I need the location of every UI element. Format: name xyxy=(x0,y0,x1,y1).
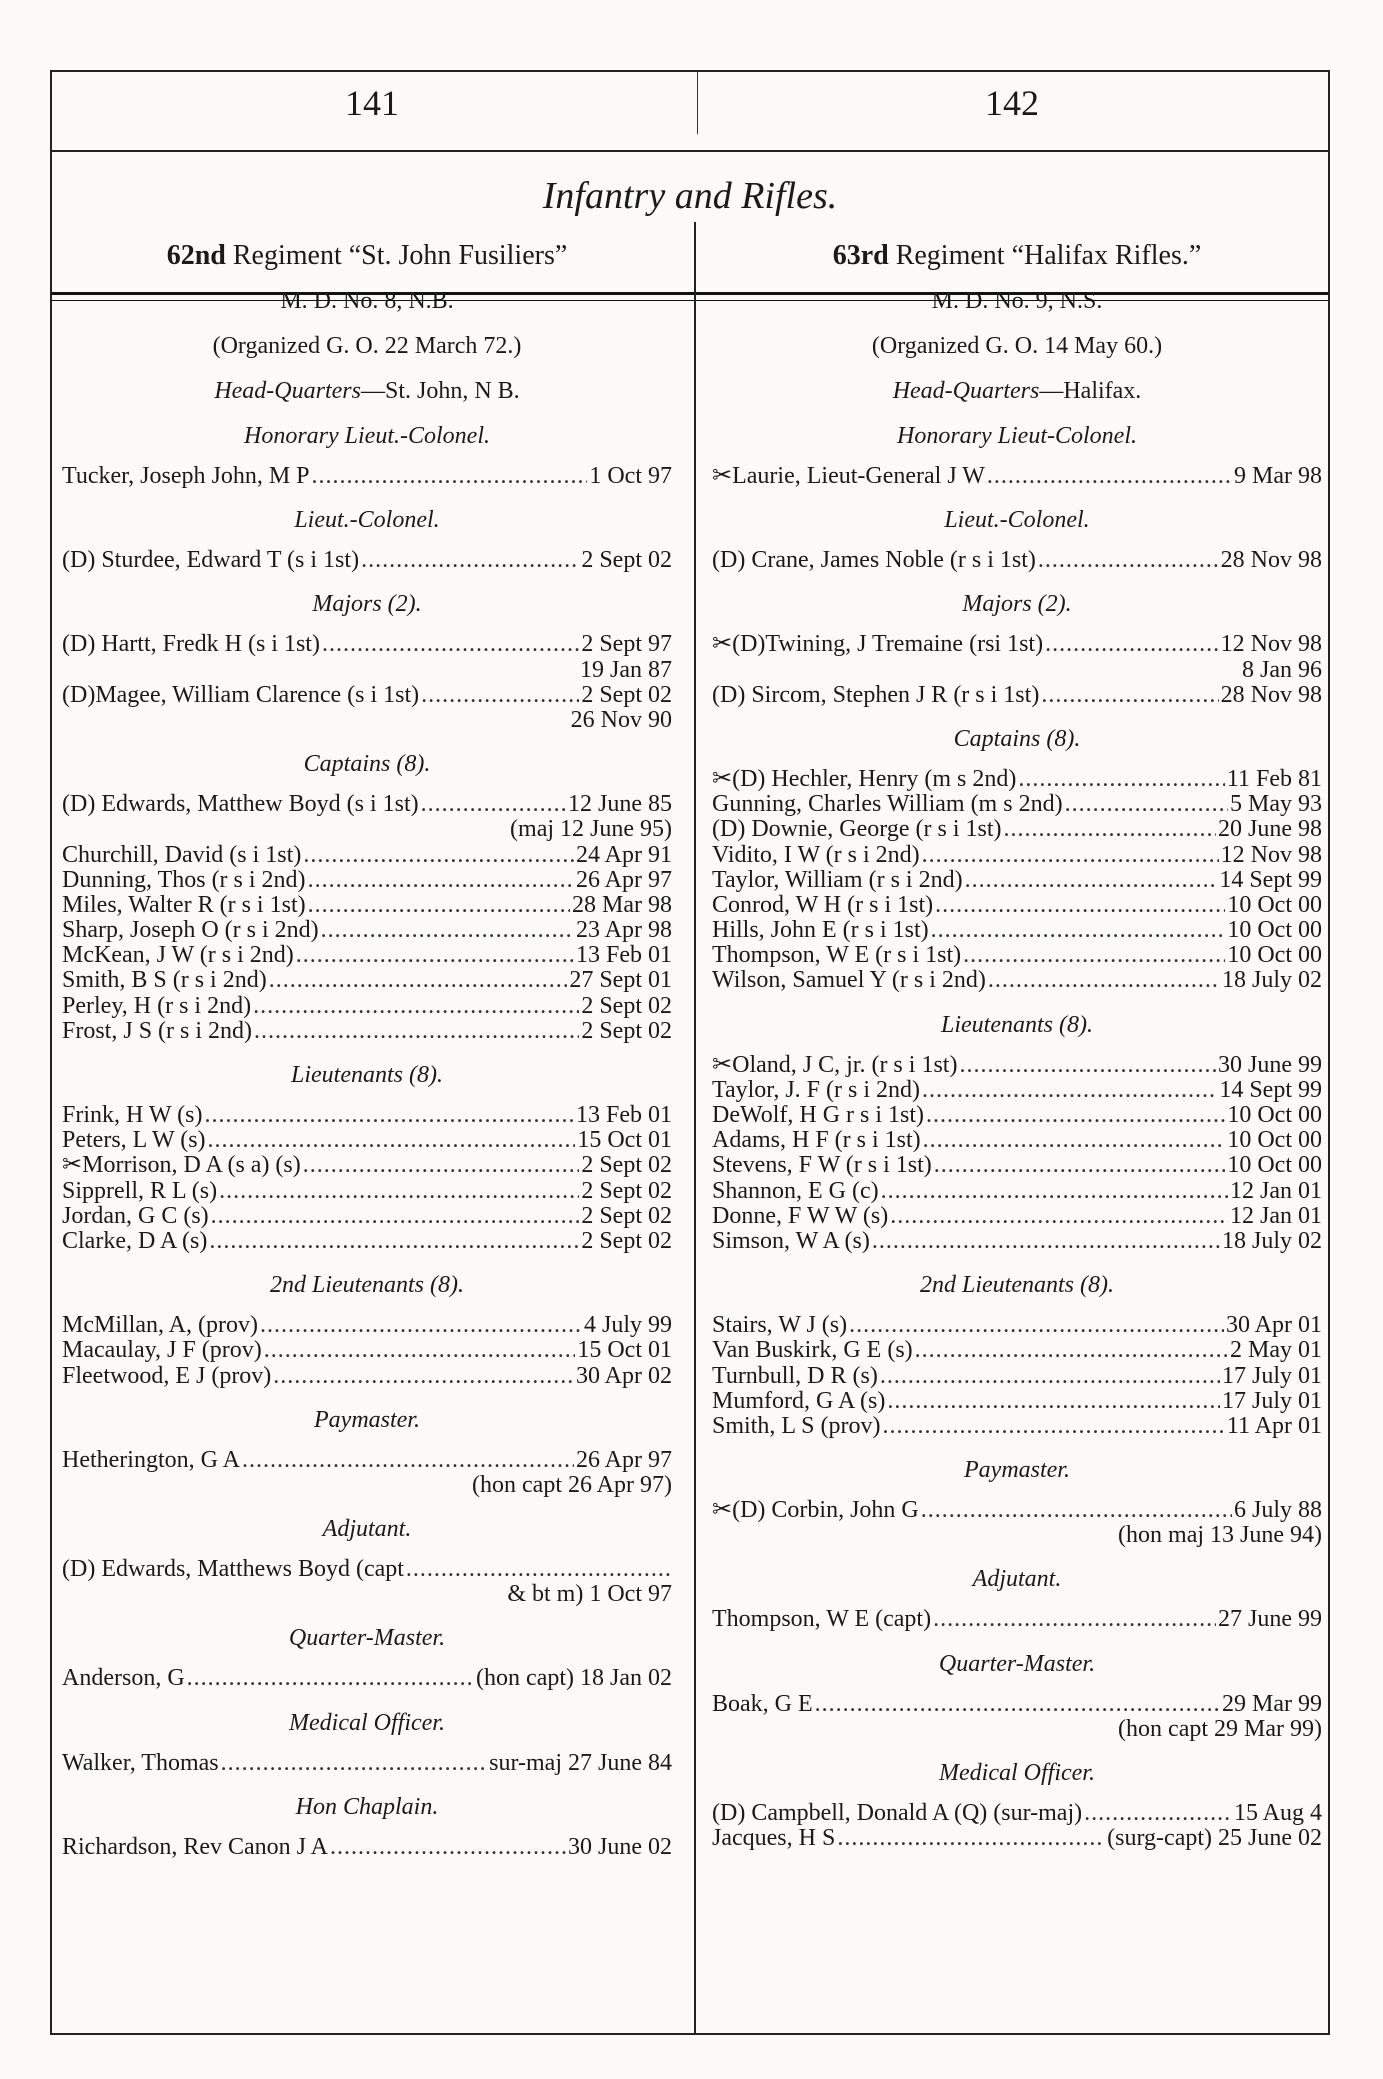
leader-dots xyxy=(421,792,566,817)
section-title: Infantry and Rifles. xyxy=(542,175,838,217)
officer-name: Boak, G E xyxy=(712,1690,813,1717)
leader-dots xyxy=(1065,792,1228,817)
commission-date: 2 Sept 02 xyxy=(581,1177,672,1204)
officer-name: Donne, F W W (s) xyxy=(712,1202,889,1229)
roster-entry xyxy=(712,1826,1322,1851)
officer-name: Frink, H W (s) xyxy=(62,1102,203,1128)
section-heading-second-lts: 2nd Lieutenants (8). xyxy=(920,1272,1114,1299)
roster-entry xyxy=(62,1313,672,1338)
leader-dots xyxy=(221,1751,488,1776)
roster-entry xyxy=(62,893,672,918)
leader-dots xyxy=(406,1557,670,1582)
officer-name: (D) Sircom, Stephen J R (r s i 1st) xyxy=(712,681,1040,708)
officer-name: Sipprell, R L (s) xyxy=(62,1177,218,1204)
commission-date: 10 Oct 00 xyxy=(1227,1102,1322,1128)
roster-entry xyxy=(62,792,672,817)
roster-entry xyxy=(712,893,1322,918)
organized-note: (Organized G. O. 22 March 72.) xyxy=(212,333,522,359)
roster-entry xyxy=(62,632,672,657)
roster-entry xyxy=(712,1204,1322,1229)
commission-date: 30 June 99 xyxy=(1218,1051,1322,1078)
officer-name: ✂Laurie, Lieut-General J W xyxy=(712,463,985,489)
commission-date: 23 Apr 98 xyxy=(576,917,672,944)
leader-dots xyxy=(1045,632,1219,657)
commission-date: 27 Sept 01 xyxy=(569,967,672,994)
leader-dots xyxy=(269,968,568,993)
entry-continuation: (hon maj 13 June 94) xyxy=(1118,1522,1322,1549)
commission-date: 2 Sept 97 xyxy=(581,631,672,658)
officer-name: Smith, L S (prov) xyxy=(712,1412,881,1439)
roster-entry xyxy=(712,632,1322,657)
officer-name: (D) Edwards, Matthew Boyd (s i 1st) xyxy=(62,791,419,818)
commission-date: 2 Sept 02 xyxy=(581,547,672,574)
leader-dots xyxy=(880,1364,1220,1389)
entry-continuation: & bt m) 1 Oct 97 xyxy=(507,1581,672,1608)
leader-dots xyxy=(921,1498,1232,1523)
officer-name: (D) Downie, George (r s i 1st) xyxy=(712,816,1002,843)
leader-dots xyxy=(211,1204,580,1229)
roster-entry xyxy=(62,1835,672,1860)
section-heading-adjutant: Adjutant. xyxy=(972,1566,1062,1593)
section-heading-paymaster: Paymaster. xyxy=(314,1406,420,1433)
entry-continuation: (hon capt 26 Apr 97) xyxy=(472,1471,672,1498)
roster-entry xyxy=(712,548,1322,573)
section-heading-second-lts: 2nd Lieutenants (8). xyxy=(270,1272,464,1299)
commission-date: 28 Nov 98 xyxy=(1220,681,1322,708)
officer-name: Turnbull, D R (s) xyxy=(712,1362,878,1389)
roster-entry xyxy=(62,1229,672,1254)
roster-entry xyxy=(62,868,672,893)
section-heading-captains: Captains (8). xyxy=(303,751,431,778)
roster-entry xyxy=(62,994,672,1019)
officer-name: Hetherington, G A xyxy=(62,1446,240,1473)
officer-name: Frost, J S (r s i 2nd) xyxy=(62,1017,253,1044)
commission-date: 15 Oct 01 xyxy=(577,1127,672,1154)
section-heading-lieutenants: Lieutenants (8). xyxy=(941,1011,1093,1038)
officer-name: (D) Hartt, Fredk H (s i 1st) xyxy=(62,631,320,658)
officer-name: Shannon, E G (c) xyxy=(712,1177,879,1204)
officer-name: Dunning, Thos (r s i 2nd) xyxy=(62,866,306,893)
leader-dots xyxy=(273,1364,574,1389)
leader-dots xyxy=(187,1666,474,1691)
column-left xyxy=(62,240,672,1860)
roster-entry xyxy=(712,1313,1322,1338)
commission-date: 17 July 01 xyxy=(1221,1362,1322,1389)
commission-date: 26 Apr 97 xyxy=(576,1446,672,1473)
leader-dots xyxy=(1018,767,1225,792)
page-header xyxy=(52,72,1328,152)
roster-entry xyxy=(62,918,672,943)
regiment-heading: 63rd Regiment “Halifax Rifles.” xyxy=(832,240,1202,271)
commission-date: 10 Oct 00 xyxy=(1227,917,1322,944)
officer-name: Tucker, Joseph John, M P xyxy=(62,463,310,489)
officer-name: ✂(D)Twining, J Tremaine (rsi 1st) xyxy=(712,631,1044,658)
headquarters-label: Head-Quarters xyxy=(892,378,1040,404)
officer-name: Perley, H (r s i 2nd) xyxy=(62,992,252,1019)
commission-date: 2 Sept 02 xyxy=(581,1152,672,1179)
officer-name: (D) Edwards, Matthews Boyd (capt xyxy=(62,1556,404,1583)
commission-date: 26 Apr 97 xyxy=(576,866,672,893)
section-heading-adjutant: Adjutant. xyxy=(322,1516,412,1543)
officer-name: McKean, J W (r s i 2nd) xyxy=(62,942,294,969)
commission-date: 12 Jan 01 xyxy=(1230,1177,1322,1204)
roster-entry xyxy=(712,968,1322,993)
entry-continuation: 19 Jan 87 xyxy=(580,656,672,683)
commission-date: 12 June 85 xyxy=(568,791,672,818)
officer-name: Jordan, G C (s) xyxy=(62,1202,209,1229)
leader-dots xyxy=(988,968,1220,993)
roster-entry xyxy=(712,943,1322,968)
page-number-left: 141 xyxy=(345,83,399,123)
commission-date: 6 July 88 xyxy=(1233,1497,1322,1524)
section-heading-hon-lc: Honorary Lieut.-Colonel. xyxy=(244,423,490,449)
officer-name: (D) Crane, James Noble (r s i 1st) xyxy=(712,547,1036,574)
officer-name: Wilson, Samuel Y (r s i 2nd) xyxy=(712,967,986,994)
commission-date: 17 July 01 xyxy=(1221,1387,1322,1414)
roster-entry xyxy=(712,1128,1322,1153)
commission-date: 30 Apr 01 xyxy=(1226,1312,1322,1339)
roster-entry xyxy=(62,1128,672,1153)
section-heading-hon-lc: Honorary Lieut-Colonel. xyxy=(897,423,1137,449)
commission-date: 9 Mar 98 xyxy=(1234,463,1322,489)
commission-date: 13 Feb 01 xyxy=(576,1102,672,1128)
leader-dots xyxy=(303,843,574,868)
entry-continuation: (hon capt 29 Mar 99) xyxy=(1118,1715,1322,1742)
leader-dots xyxy=(209,1229,579,1254)
commission-date: 2 Sept 02 xyxy=(581,681,672,708)
leader-dots xyxy=(881,1179,1228,1204)
leader-dots xyxy=(260,1313,582,1338)
commission-date: 14 Sept 99 xyxy=(1219,1076,1322,1103)
roster-entry xyxy=(712,1179,1322,1204)
roster-entry xyxy=(712,792,1322,817)
commission-date: 28 Mar 98 xyxy=(572,891,672,918)
officer-name: Simson, W A (s) xyxy=(712,1227,870,1254)
leader-dots xyxy=(987,464,1232,489)
commission-date: 12 Nov 98 xyxy=(1220,841,1322,868)
officer-name: (D) Sturdee, Edward T (s i 1st) xyxy=(62,547,360,574)
leader-dots xyxy=(872,1229,1220,1254)
roster-entry xyxy=(712,1078,1322,1103)
officer-name: Sharp, Joseph O (r s i 2nd) xyxy=(62,917,319,944)
officer-name: ✂Morrison, D A (s a) (s) xyxy=(62,1152,301,1179)
commission-date: 15 Aug 4 xyxy=(1233,1800,1322,1826)
commission-date: 2 Sept 02 xyxy=(581,992,672,1019)
leader-dots xyxy=(837,1826,1105,1851)
officer-name: (D) Campbell, Donald A (Q) (sur-maj) xyxy=(712,1800,1083,1826)
section-heading-medical: Medical Officer. xyxy=(289,1709,445,1736)
roster-entry xyxy=(62,548,672,573)
military-district: M. D. No. 8, N.B. xyxy=(280,288,454,314)
commission-date: 12 Jan 01 xyxy=(1230,1202,1322,1229)
roster-entry xyxy=(712,1498,1322,1523)
officer-name: Stairs, W J (s) xyxy=(712,1312,848,1339)
roster-entry xyxy=(712,767,1322,792)
leader-dots xyxy=(882,1414,1224,1439)
roster-entry xyxy=(62,1557,672,1582)
column-divider xyxy=(694,222,696,2033)
entry-continuation: (maj 12 June 95) xyxy=(510,816,672,843)
officer-name: Hills, John E (r s i 1st) xyxy=(712,917,929,944)
section-heading-captains: Captains (8). xyxy=(953,725,1081,752)
roster-entry xyxy=(62,1204,672,1229)
headquarters: Head-Quarters—Halifax. xyxy=(892,378,1142,404)
roster-entry xyxy=(62,843,672,868)
leader-dots xyxy=(254,1019,579,1044)
leader-dots xyxy=(361,548,579,573)
commission-date: 18 July 02 xyxy=(1221,1227,1322,1254)
officer-name: Walker, Thomas xyxy=(62,1749,219,1776)
section-heading-qm: Quarter-Master. xyxy=(938,1650,1096,1677)
commission-date: 12 Nov 98 xyxy=(1220,631,1322,658)
officer-name: Jacques, H S xyxy=(712,1825,836,1852)
military-district: M. D. No. 9, N.S. xyxy=(931,288,1103,314)
commission-date: 10 Oct 00 xyxy=(1227,891,1322,918)
leader-dots xyxy=(815,1692,1220,1717)
roster-entry xyxy=(712,1389,1322,1414)
leader-dots xyxy=(264,1338,576,1363)
page-frame xyxy=(50,70,1330,2035)
commission-date: 30 June 02 xyxy=(568,1833,672,1860)
commission-date: 28 Nov 98 xyxy=(1220,547,1322,574)
organized-note: (Organized G. O. 14 May 60.) xyxy=(871,333,1163,359)
leader-dots xyxy=(931,918,1226,943)
section-heading-qm: Quarter-Master. xyxy=(288,1625,446,1652)
leader-dots xyxy=(933,1607,1216,1632)
leader-dots xyxy=(915,1338,1228,1363)
commission-date: 30 Apr 02 xyxy=(576,1362,672,1389)
roster-entry xyxy=(712,683,1322,708)
leader-dots xyxy=(965,868,1218,893)
officer-name: Miles, Walter R (r s i 1st) xyxy=(62,891,306,918)
roster-entry xyxy=(712,843,1322,868)
section-heading-majors: Majors (2). xyxy=(962,591,1072,618)
roster-entry xyxy=(712,1229,1322,1254)
regiment-number: 63rd xyxy=(832,240,889,271)
entry-continuation: 26 Nov 90 xyxy=(570,706,672,733)
leader-dots xyxy=(253,994,579,1019)
commission-date: 11 Apr 01 xyxy=(1226,1412,1322,1439)
roster-entry xyxy=(712,1153,1322,1178)
leader-dots xyxy=(296,943,574,968)
commission-date: 29 Mar 99 xyxy=(1222,1690,1322,1717)
commission-date: 2 Sept 02 xyxy=(581,1202,672,1229)
commission-date: 10 Oct 00 xyxy=(1227,1127,1322,1154)
officer-name: (D)Magee, William Clarence (s i 1st) xyxy=(62,681,420,708)
officer-name: Clarke, D A (s) xyxy=(62,1227,208,1254)
officer-name: ✂Oland, J C, jr. (r s i 1st) xyxy=(712,1051,958,1078)
commission-date: 18 July 02 xyxy=(1221,967,1322,994)
commission-date: 24 Apr 91 xyxy=(576,841,672,868)
entry-continuation: 8 Jan 96 xyxy=(1242,656,1322,683)
officer-name: Gunning, Charles William (m s 2nd) xyxy=(712,791,1063,818)
officer-name: Taylor, William (r s i 2nd) xyxy=(712,866,963,893)
commission-date: 10 Oct 00 xyxy=(1227,1152,1322,1179)
roster-entry xyxy=(62,1751,672,1776)
section-heading-medical: Medical Officer. xyxy=(939,1760,1095,1786)
commission-date: (hon capt) 18 Jan 02 xyxy=(476,1665,672,1692)
roster-entry xyxy=(62,1364,672,1389)
leader-dots xyxy=(935,893,1225,918)
leader-dots xyxy=(208,1128,576,1153)
section-heading-paymaster: Paymaster. xyxy=(964,1457,1070,1484)
commission-date: 2 May 01 xyxy=(1230,1337,1322,1364)
roster-entry xyxy=(712,868,1322,893)
leader-dots xyxy=(303,1153,580,1178)
commission-date: 11 Feb 81 xyxy=(1226,765,1322,792)
headquarters: Head-Quarters—St. John, N B. xyxy=(214,378,520,404)
officer-name: Smith, B S (r s i 2nd) xyxy=(62,967,267,994)
commission-date: 2 Sept 02 xyxy=(581,1017,672,1044)
commission-date: sur-maj 27 June 84 xyxy=(489,1749,672,1776)
roster-entry xyxy=(62,943,672,968)
leader-dots xyxy=(922,843,1219,868)
officer-name: Taylor, J. F (r s i 2nd) xyxy=(712,1076,921,1103)
officer-name: ✂(D) Hechler, Henry (m s 2nd) xyxy=(712,765,1017,792)
leader-dots xyxy=(849,1313,1224,1338)
leader-dots xyxy=(308,893,570,918)
commission-date: 20 June 98 xyxy=(1218,816,1322,843)
commission-date: 15 Oct 01 xyxy=(577,1337,672,1364)
leader-dots xyxy=(1084,1801,1232,1826)
roster-entry xyxy=(712,1692,1322,1717)
roster-entry xyxy=(62,1338,672,1363)
roster-entry xyxy=(62,683,672,708)
leader-dots xyxy=(330,1835,566,1860)
commission-date: 5 May 93 xyxy=(1230,791,1322,818)
roster-entry xyxy=(712,1364,1322,1389)
officer-name: Thompson, W E (r s i 1st) xyxy=(712,942,962,969)
leader-dots xyxy=(242,1448,574,1473)
column-right xyxy=(712,240,1322,1851)
officer-name: McMillan, A, (prov) xyxy=(62,1312,258,1339)
officer-name: Stevens, F W (r s i 1st) xyxy=(712,1152,932,1179)
roster-entry xyxy=(62,1666,672,1691)
officer-name: Fleetwood, E J (prov) xyxy=(62,1362,272,1389)
roster-entry xyxy=(712,817,1322,842)
page-number-right: 142 xyxy=(985,83,1039,123)
roster-entry xyxy=(712,1338,1322,1363)
officer-name: Van Buskirk, G E (s) xyxy=(712,1337,913,1364)
leader-dots xyxy=(322,632,579,657)
regiment-heading: 62nd Regiment “St. John Fusiliers” xyxy=(166,240,568,271)
roster-entry xyxy=(62,1103,672,1128)
leader-dots xyxy=(926,1103,1225,1128)
leader-dots xyxy=(204,1103,574,1128)
leader-dots xyxy=(890,1204,1228,1229)
section-heading-lc: Lieut.-Colonel. xyxy=(294,507,440,534)
leader-dots xyxy=(959,1053,1216,1078)
officer-name: Thompson, W E (capt) xyxy=(712,1606,932,1633)
roster-entry xyxy=(62,1448,672,1473)
commission-date: 13 Feb 01 xyxy=(576,942,672,969)
leader-dots xyxy=(887,1389,1220,1414)
leader-dots xyxy=(922,1078,1217,1103)
leader-dots xyxy=(1004,817,1217,842)
leader-dots xyxy=(219,1179,579,1204)
roster-entry xyxy=(62,1019,672,1044)
officer-name: Anderson, G xyxy=(62,1665,185,1692)
roster-entry xyxy=(62,464,672,489)
regiment-number: 62nd xyxy=(166,240,226,271)
leader-dots xyxy=(321,918,574,943)
leader-dots xyxy=(421,683,579,708)
roster-entry xyxy=(712,464,1322,489)
section-heading-majors: Majors (2). xyxy=(312,591,422,618)
leader-dots xyxy=(1041,683,1218,708)
officer-name: Richardson, Rev Canon J A xyxy=(62,1833,328,1860)
roster-entry xyxy=(62,1179,672,1204)
officer-name: Vidito, I W (r s i 2nd) xyxy=(712,841,920,868)
section-heading-lc: Lieut.-Colonel. xyxy=(944,507,1090,534)
commission-date: 1 Oct 97 xyxy=(589,463,672,489)
officer-name: Macaulay, J F (prov) xyxy=(62,1337,262,1364)
officer-name: Adams, H F (r s i 1st) xyxy=(712,1127,921,1154)
roster-entry xyxy=(62,1153,672,1178)
leader-dots xyxy=(308,868,574,893)
officer-name: ✂(D) Corbin, John G xyxy=(712,1497,919,1524)
officer-name: Mumford, G A (s) xyxy=(712,1387,886,1414)
roster-entry xyxy=(712,918,1322,943)
officer-name: Peters, L W (s) xyxy=(62,1127,206,1154)
commission-date: (surg-capt) 25 June 02 xyxy=(1107,1825,1322,1852)
section-heading-chaplain: Hon Chaplain. xyxy=(295,1793,439,1820)
officer-name: DeWolf, H G r s i 1st) xyxy=(712,1102,925,1128)
officer-name: Churchill, David (s i 1st) xyxy=(62,841,302,868)
officer-name: Conrod, W H (r s i 1st) xyxy=(712,891,934,918)
commission-date: 14 Sept 99 xyxy=(1219,866,1322,893)
leader-dots xyxy=(923,1128,1226,1153)
roster-entry xyxy=(712,1414,1322,1439)
commission-date: 27 June 99 xyxy=(1218,1606,1322,1633)
leader-dots xyxy=(312,464,588,489)
roster-entry xyxy=(712,1103,1322,1128)
roster-entry xyxy=(62,968,672,993)
leader-dots xyxy=(1038,548,1219,573)
leader-dots xyxy=(934,1153,1226,1178)
roster-entry xyxy=(712,1607,1322,1632)
roster-entry xyxy=(712,1801,1322,1826)
headquarters-label: Head-Quarters xyxy=(214,378,361,404)
leader-dots xyxy=(963,943,1225,968)
roster-entry xyxy=(712,1053,1322,1078)
commission-date: 10 Oct 00 xyxy=(1227,942,1322,969)
commission-date: 4 July 99 xyxy=(583,1312,672,1339)
commission-date: 2 Sept 02 xyxy=(581,1227,672,1254)
section-heading-lieutenants: Lieutenants (8). xyxy=(291,1062,443,1088)
